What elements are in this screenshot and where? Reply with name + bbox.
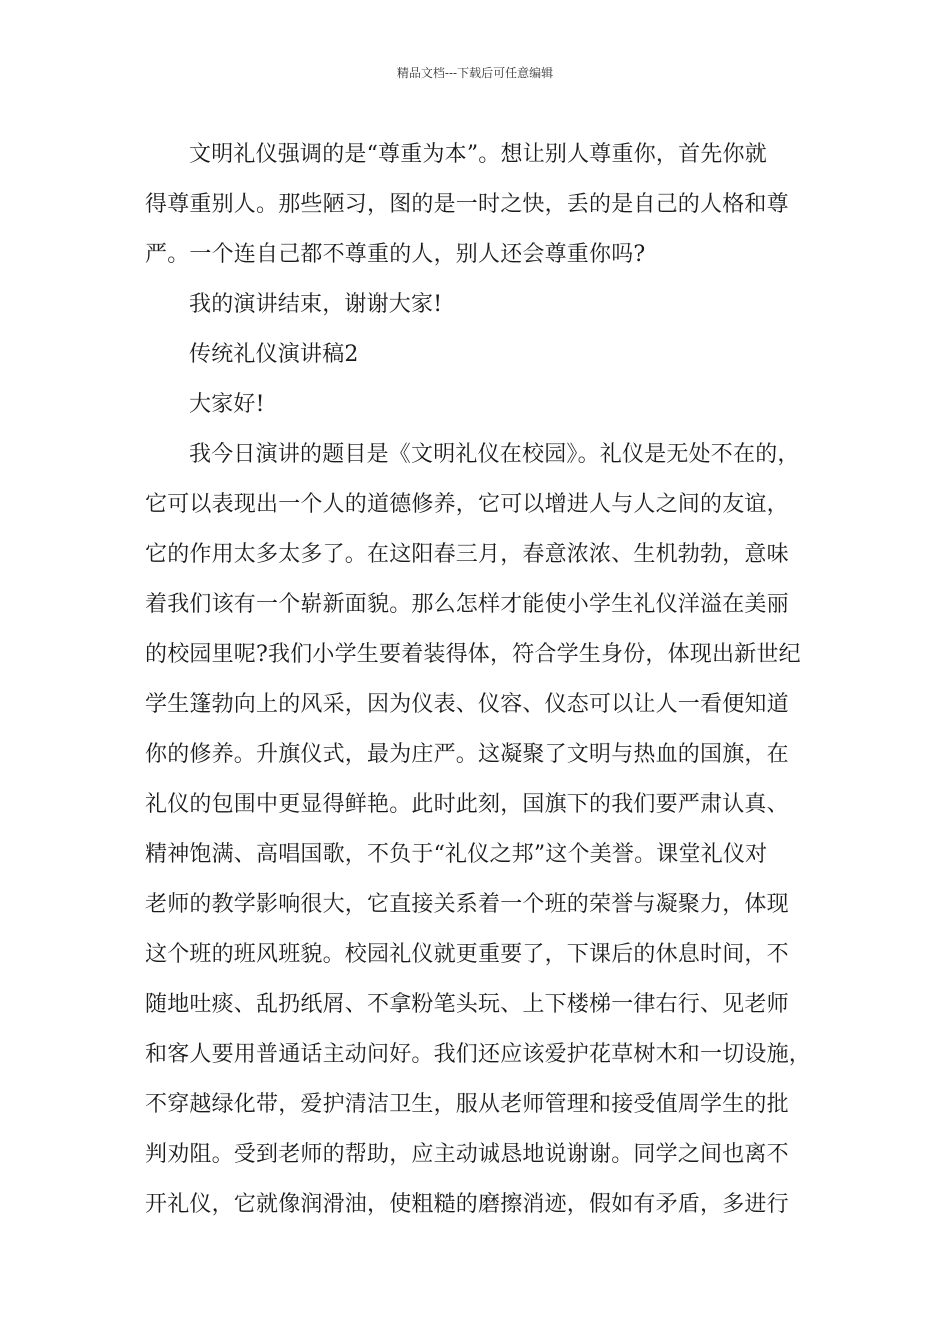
text-line: 精神饱满、高唱国歌，不负于“礼仪之邦”这个美誉。课堂礼仪对 bbox=[145, 842, 768, 867]
text-line: 判劝阻。受到老师的帮助，应主动诚恳地说谢谢。同学之间也离不 bbox=[145, 1142, 789, 1167]
text-line: 它的作用太多太多了。在这阳春三月，春意浓浓、生机勃勃，意味 bbox=[145, 542, 789, 567]
text-line: 随地吐痰、乱扔纸屑、不拿粉笔头玩、上下楼梯一律右行、见老师 bbox=[145, 992, 789, 1017]
text-line: 不穿越绿化带，爱护清洁卫生，服从老师管理和接受值周学生的批 bbox=[145, 1092, 789, 1117]
text-line: 得尊重别人。那些陋习，图的是一时之快，丢的是自己的人格和尊 bbox=[145, 192, 789, 217]
text-line: 的校园里呢?我们小学生要着装得体，符合学生身份，体现出新世纪 bbox=[145, 642, 801, 667]
text-line: 我的演讲结束，谢谢大家! bbox=[189, 292, 443, 317]
text-line: 学生篷勃向上的风采，因为仪表、仪容、仪态可以让人一看便知道 bbox=[145, 692, 789, 717]
text-line: 文明礼仪强调的是“尊重为本”。想让别人尊重你，首先你就 bbox=[189, 142, 767, 167]
text-line: 和客人要用普通话主动问好。我们还应该爱护花草树木和一切设施， bbox=[145, 1042, 812, 1067]
text-line: 我今日演讲的题目是《文明礼仪在校园》。礼仪是无处不在的， bbox=[189, 442, 800, 467]
text-line: 着我们该有一个崭新面貌。那么怎样才能使小学生礼仪洋溢在美丽 bbox=[145, 592, 789, 617]
text-line: 老师的教学影响很大，它直接关系着一个班的荣誉与凝聚力，体现 bbox=[145, 892, 789, 917]
document-body bbox=[145, 130, 815, 1230]
text-line: 开礼仪，它就像润滑油，使粗糙的磨擦消迹，假如有矛盾，多进行 bbox=[145, 1192, 789, 1217]
text-line: 严。一个连自己都不尊重的人，别人还会尊重你吗? bbox=[145, 242, 646, 267]
text-line: 礼仪的包围中更显得鲜艳。此时此刻，国旗下的我们要严肃认真、 bbox=[145, 792, 789, 817]
text-line: 这个班的班风班貌。校园礼仪就更重要了，下课后的休息时间，不 bbox=[145, 942, 789, 967]
page-header: 精品文档---下载后可任意编辑 bbox=[396, 66, 554, 80]
text-line: 传统礼仪演讲稿2 bbox=[189, 342, 359, 367]
text-line: 大家好! bbox=[189, 392, 265, 417]
text-line: 它可以表现出一个人的道德修养，它可以增进人与人之间的友谊， bbox=[145, 492, 789, 517]
text-line: 你的修养。升旗仪式，最为庄严。这凝聚了文明与热血的国旗，在 bbox=[145, 742, 789, 767]
